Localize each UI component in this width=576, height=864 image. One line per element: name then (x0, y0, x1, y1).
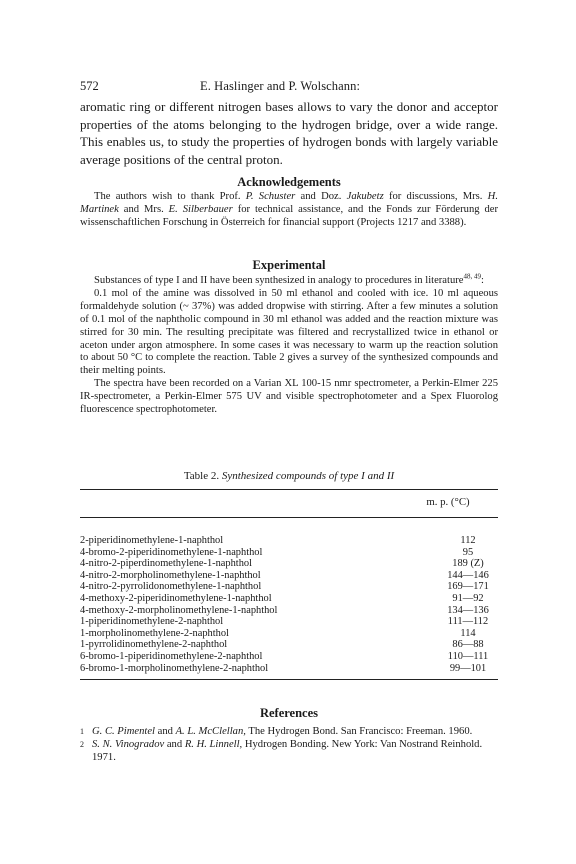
melting-point: 99—101 (449, 662, 487, 674)
table-row (80, 616, 498, 627)
melting-point: 114 (460, 627, 476, 639)
acknowledgements-paragraph: The authors wish to thank Prof. P. Schuster and Doz. Jakubetz for discussions, Mrs. H. Martinek and Mrs. E. Silberbauer for technical assistance, and the Fonds zur Förderung der wissenschaftlichen Forschung in Österreich for financial support (Projects 1217 and 3388). (80, 191, 499, 228)
table-top-rule (80, 489, 498, 490)
experimental-heading: Experimental (252, 258, 326, 272)
compound-name: 4-methoxy-2-piperidinomethylene-1-naphthol (80, 593, 272, 604)
compound-name: 1-pyrrolidinomethylene-2-naphthol (80, 639, 228, 651)
table-row (80, 535, 498, 546)
page-number: 572 (80, 79, 99, 93)
table-row (80, 558, 498, 569)
compound-name: 6-bromo-1-morpholinomethylene-2-naphthol (80, 662, 269, 674)
reference-item: 1 G. C. Pimentel and A. L. McClellan, The Hydrogen Bond. San Francisco: Freeman. 1960. (80, 726, 473, 737)
compound-name: 1-morpholinomethylene-2-naphthol (80, 627, 229, 639)
compound-name: 4-nitro-2-piperdinomethylene-1-naphthol (80, 558, 252, 570)
running-head-authors: E. Haslinger and P. Wolschann: (200, 79, 361, 93)
melting-point: 144—146 (447, 569, 489, 581)
table-row (80, 605, 498, 616)
compound-name: 1-piperidinomethylene-2-naphthol (80, 616, 224, 628)
melting-point: 110—111 (447, 651, 489, 662)
table-row (80, 581, 498, 592)
table-caption: Table 2. Synthesized compounds of type I and II (183, 470, 395, 482)
melting-point: 189 (Z) (452, 558, 484, 570)
intro-paragraph: aromatic ring or different nitrogen bases allows to vary the donor and acceptor properties of the atoms belonging to the hydrogen bridge, over a wide range. This enables us, to study the properties of hydrogen bonds with largely variable average positions of the central proton. (80, 99, 498, 167)
melting-point: 86—88 (452, 639, 484, 651)
compound-name: 4-nitro-2-pyrrolidonomethylene-1-naphthol (80, 581, 262, 593)
acknowledgements-heading: Acknowledgements (237, 175, 341, 189)
table-row (80, 628, 498, 639)
references-heading: References (259, 706, 319, 720)
table-column-header: m. p. (°C) (426, 496, 470, 508)
experimental-paragraph-1: Substances of type I and II have been synthesized in analogy to procedures in literature$^{48, 49}$: (94, 272, 484, 286)
experimental-paragraph-2: 0.1 mol of the amine was dissolved in 50 ml ethanol and cooled with ice. 10 ml aqueous formaldehyde solution (~ 37%) was added dropwise with stirring. After a few minutes a solution of 0.1 mol of the naphtholic compound in 30 ml ethanol was added and the reaction mixture was stirred for 30 min. The resulting precipitate was filtered and recrystallized twice in ethanol or aceton under argon atmosphere. In some cases it was necessary to warm up the reaction solution to about 50 °C to complete the reaction. Table 2 gives a survey of the synthesized compounds and their melting points. (80, 287, 498, 377)
melting-point: 111—112 (447, 616, 489, 628)
melting-point: 91—92 (452, 593, 484, 604)
experimental-paragraph-3: The spectra have been recorded on a Varian XL 100-15 nmr spectrometer, a Perkin-Elmer 225 IR-spectrometer, a Perkin-Elmer 575 UV and visible spectrophotometer and a Spex Fluorolog fluorescence spectrophotometer. (80, 378, 498, 416)
melting-point: 134—136 (447, 604, 489, 616)
table-header-rule (80, 517, 498, 518)
table-bottom-rule (80, 679, 498, 680)
compound-name: 2-piperidinomethylene-1-naphthol (80, 535, 224, 546)
melting-point: 95 (462, 546, 474, 558)
compound-name: 4-methoxy-2-morpholinomethylene-1-naphthol (80, 604, 278, 616)
reference-item: 2 S. N. Vinogradov and R. H. Linnell, Hydrogen Bonding. New York: Van Nostrand Reinhold. 1971. (80, 739, 483, 764)
compound-name: 6-bromo-1-piperidinomethylene-2-naphthol (80, 651, 263, 662)
melting-point: 112 (460, 535, 476, 546)
table-row (80, 651, 498, 662)
experimental-body (80, 272, 498, 417)
table-row (80, 570, 498, 581)
melting-point: 169—171 (447, 581, 489, 593)
table-row (80, 547, 498, 558)
compound-name: 4-bromo-2-piperidinomethylene-1-naphthol (80, 546, 263, 558)
compound-name: 4-nitro-2-morpholinomethylene-1-naphthol (80, 569, 261, 581)
table-row (80, 663, 498, 674)
table-row (80, 639, 498, 650)
table-row (80, 593, 498, 604)
references-list (80, 725, 498, 765)
